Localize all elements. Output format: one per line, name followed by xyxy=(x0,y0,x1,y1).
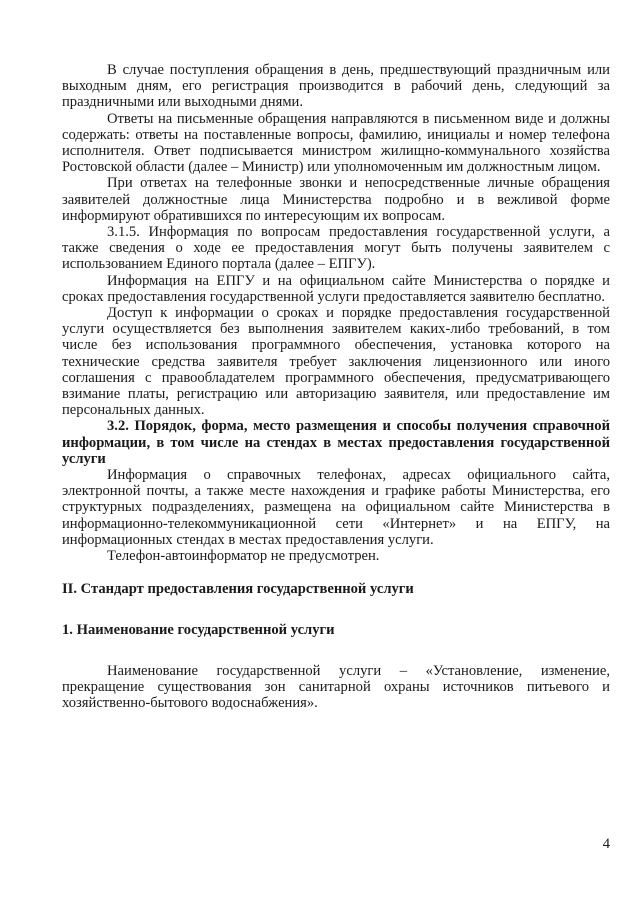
paragraph-access-info: Доступ к информации о сроках и порядке предоставления государственной услуги осуществляется без выполнения заявителем каких-либо требований, в том числе без использования программного обеспечения, установка которого на технические средства заявителя требует заключения лицензионного или иного соглашения с правообладателем программного обеспечения, предусматривающего взимание платы, регистрацию или авторизацию заявителя, или предоставление им персональных данных. xyxy=(62,305,610,419)
paragraph-3-2-heading: 3.2. Порядок, форма, место размещения и способы получения справочной информации, в том числе на стендах в местах предоставления государственной услуги xyxy=(62,418,610,467)
section-heading: II. Стандарт предоставления государственной услуги xyxy=(62,581,414,598)
subsection-heading: 1. Наименование государственной услуги xyxy=(62,621,335,638)
paragraph-epgu-info: Информация на ЕПГУ и на официальном сайте Министерства о порядке и сроках предоставления государственной услуги предоставляется заявителю бесплатно. xyxy=(62,272,610,305)
paragraph-phone-responses: При ответах на телефонные звонки и непосредственные личные обращения заявителей должностные лица Министерства подробно и в вежливой форме информируют обратившихся по интересующим их вопросам. xyxy=(62,175,610,224)
paragraph-holiday-registration: В случае поступления обращения в день, предшествующий праздничным или выходным дням, его регистрация производится в рабочий день, следующий за праздничными или выходными днями. xyxy=(62,62,610,111)
page-number: 4 xyxy=(602,836,610,852)
document-page xyxy=(62,62,610,711)
paragraph-service-name: Наименование государственной услуги – «Установление, изменение, прекращение существования зон санитарной охраны источников питьевого и хозяйственно-бытового водоснабжения». xyxy=(62,662,610,712)
paragraph-autoinformer: Телефон-автоинформатор не предусмотрен. xyxy=(107,548,380,565)
paragraph-written-responses: Ответы на письменные обращения направляются в письменном виде и должны содержать: ответы на поставленные вопросы, фамилию, инициалы и номер телефона исполнителя. Ответ подписывается министром жилищно-коммунального хозяйства Ростовской области (далее – Министр) или уполномоченным им должностным лицом. xyxy=(62,110,610,176)
paragraph-reference-info: Информация о справочных телефонах, адресах официального сайта, электронной почты, а также месте нахождения и графике работы Министерства, его структурных подразделениях, размещена на официальном сайте Министерства в информационно-телекоммуникационной сети «Интернет» и на ЕПГУ, на информационных стендах в местах предоставления услуги. xyxy=(62,467,610,548)
paragraph-3-1-5: 3.1.5. Информация по вопросам предоставления государственной услуги, а также сведения о ходе ее предоставления могут быть получены заявителем с использованием Единого портала (далее – ЕПГУ). xyxy=(62,224,610,273)
